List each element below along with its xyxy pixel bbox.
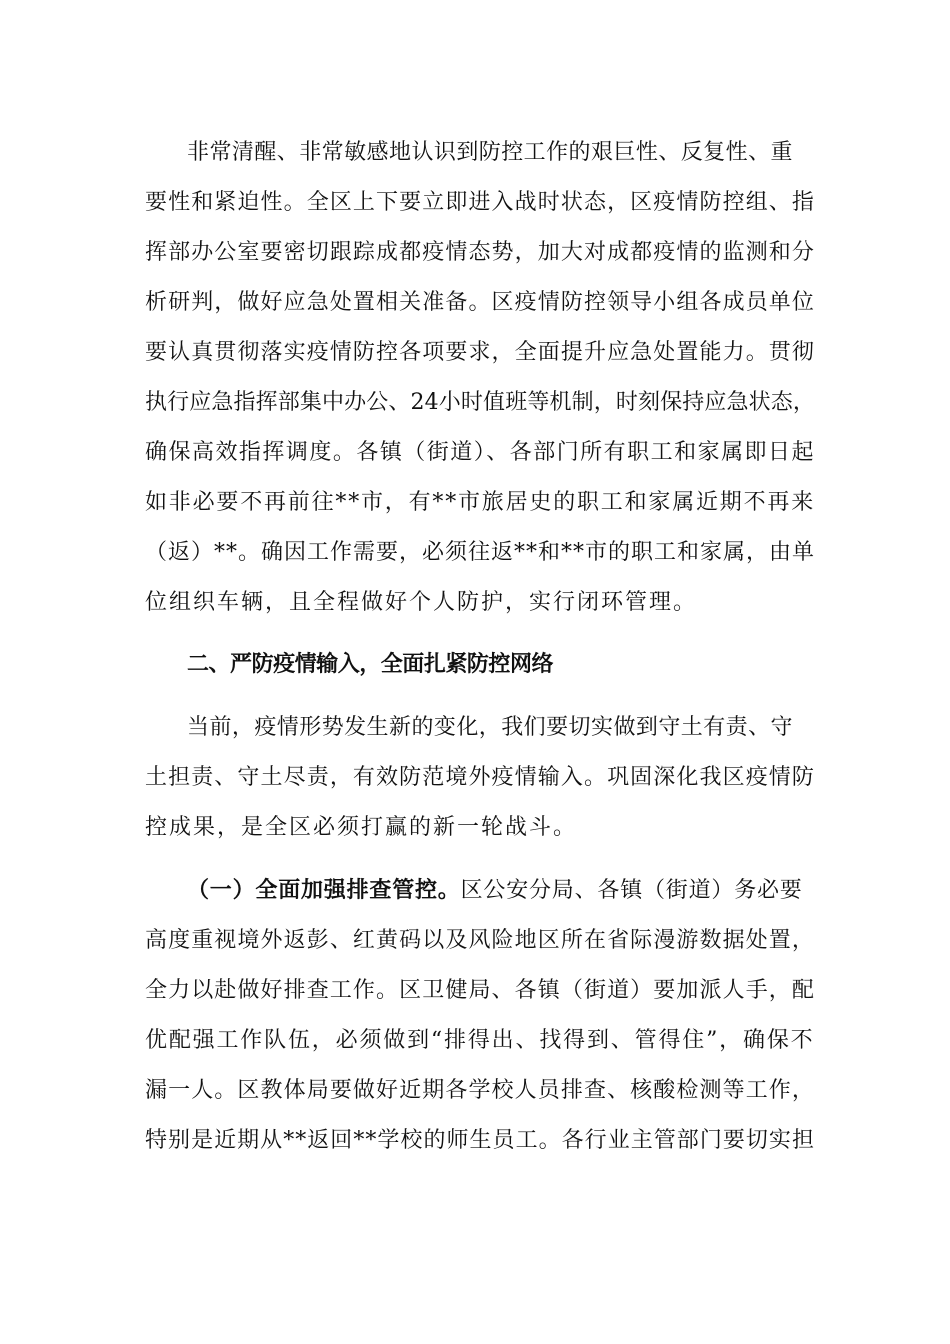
paragraph-line: 全力以赴做好排查工作。区卫健局、各镇（街道）要加派人手，配 [145,978,816,1003]
paragraph-line: 位组织车辆，且全程做好个人防护，实行闭环管理。 [145,590,698,615]
paragraph-line: 漏一人。区教体局要做好近期各学校人员排查、核酸检测等工作， [145,1078,816,1103]
paragraph-line: 优配强工作队伍，必须做到“排得出、找得到、管得住”，确保不 [145,1028,815,1053]
paragraph-line: 如非必要不再前往**市，有**市旅居史的职工和家属近期不再来 [145,490,816,515]
paragraph-line: 挥部办公室要密切跟踪成都疫情态势，加大对成都疫情的监测和分 [145,240,816,265]
paragraph-line: 析研判，做好应急处置相关准备。区疫情防控领导小组各成员单位 [145,290,816,315]
paragraph-line: 高度重视境外返彭、红黄码以及风险地区所在省际漫游数据处置， [145,928,816,953]
paragraph-line: 控成果，是全区必须打赢的新一轮战斗。 [145,815,578,840]
paragraph-line: 确保高效指挥调度。各镇（街道）、各部门所有职工和家属即日起 [145,440,816,465]
paragraph-line [187,876,857,906]
paragraph-line: 土担责、守土尽责，有效防范境外疫情输入。巩固深化我区疫情防 [145,765,816,790]
paragraph-line: 特别是近期从**返回**学校的师生员工。各行业主管部门要切实担 [145,1128,816,1153]
paragraph-line: 执行应急指挥部集中办公、24小时值班等机制，时刻保持应急状态， [145,390,815,415]
paragraph-line: 要性和紧迫性。全区上下要立即进入战时状态，区疫情防控组、指 [145,190,816,215]
paragraph-line: （返）**。确因工作需要，必须往返**和**市的职工和家属，由单 [145,540,816,565]
paragraph-line: 要认真贯彻落实疫情防控各项要求，全面提升应急处置能力。贯彻 [145,340,816,365]
subsection-title: （一）全面加强排查管控。 [187,878,461,903]
paragraph-line: 非常清醒、非常敏感地认识到防控工作的艰巨性、反复性、重 [187,140,794,165]
paragraph-line: 当前，疫情形势发生新的变化，我们要切实做到守土有责、守 [187,715,794,740]
section-heading: 二、严防疫情输入，全面扎紧防控网络 [187,652,554,677]
paragraph-text: 区公安分局、各镇（街道）务必要 [460,878,803,903]
